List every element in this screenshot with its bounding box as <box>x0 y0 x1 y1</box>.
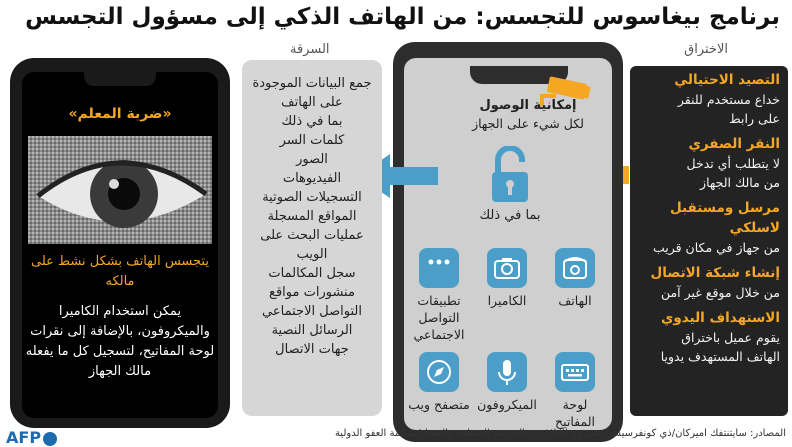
phone-notch <box>84 72 156 86</box>
app-label: تطبيقات التواصل الاجتماعي <box>413 293 465 342</box>
afp-logo-text: AFP <box>6 428 42 447</box>
browser-app-icon <box>419 352 459 392</box>
including-label: بما في ذلك <box>479 208 541 223</box>
theft-item: بما في ذلك <box>281 114 343 129</box>
afp-logo-dot <box>43 432 57 446</box>
app-label: الهاتف <box>558 293 592 308</box>
central-phone <box>393 42 623 442</box>
spy-phone <box>10 58 230 428</box>
page-title: برنامج بيغاسوس للتجسس: من الهاتف الذكي إلى مسؤول التجسس <box>25 4 780 30</box>
phone-screen <box>404 58 612 430</box>
sources-note: المصادر: سايتنتفك أميركان/ذي كونفرسيشن/مشروع الابلاغ عن الجريمة المنظمة والفساد/منظمة العفو الدولية <box>334 428 786 439</box>
infil-desc: من جهاز في مكان قريب <box>652 240 780 255</box>
theft-item: منشورات مواقع التواصل الاجتماعي <box>262 285 362 319</box>
theft-label: السرقة <box>290 42 330 57</box>
afp-logo <box>6 428 57 447</box>
infil-head: مرسل ومستقبل لاسلكي <box>669 200 780 236</box>
microphone-app <box>474 352 540 413</box>
master-stroke-label: «ضربة المعلم» <box>68 106 172 122</box>
phone-app-icon <box>555 248 595 288</box>
infil-desc: على رابط <box>729 111 780 126</box>
infil-head: التصيد الاحتيالي <box>674 72 780 88</box>
infil-item <box>636 263 780 302</box>
infil-desc: لا يتطلب أي تدخل <box>686 156 780 171</box>
theft-item: الفيديوهات <box>282 171 342 186</box>
spy-description: يمكن استخدام الكاميرا والميكروفون، بالإضافة إلى نقرات لوحة المفاتيح، لتسجيل كل ما يفعله مالك الجهاز <box>25 304 215 379</box>
infil-desc: من خلال موقع غير آمن <box>660 285 780 300</box>
infil-head: إنشاء شبكة الاتصال <box>650 265 780 281</box>
keyboard-app <box>542 352 608 430</box>
theft-item: جهات الاتصال <box>275 342 349 357</box>
spy-phone-screen <box>22 72 218 418</box>
access-subtitle: لكل شيء على الجهاز <box>472 116 584 131</box>
microphone-app-icon <box>487 352 527 392</box>
phone-app <box>542 248 608 309</box>
theft-item: جمع البيانات الموجودة على الهاتف <box>252 76 372 110</box>
infil-item <box>636 134 780 192</box>
app-label: متصفح ويب <box>408 397 470 412</box>
theft-item: سجل المكالمات <box>268 266 356 281</box>
social-apps-icon <box>419 248 459 288</box>
browser-app <box>406 352 472 413</box>
infil-desc: خداع مستخدم للنقر <box>677 92 780 107</box>
theft-item: المواقع المسجلة <box>267 209 357 224</box>
social-apps <box>406 248 472 343</box>
camera-app <box>474 248 540 309</box>
keyboard-app-icon <box>555 352 595 392</box>
infil-desc: الهاتف المستهدف يدويا <box>660 349 780 364</box>
access-title: إمكانية الوصول <box>479 98 577 113</box>
infil-item <box>636 70 780 128</box>
app-label: لوحة المفاتيح <box>555 397 595 429</box>
infiltration-panel <box>630 66 788 416</box>
infiltration-label: الاختراق <box>684 42 728 57</box>
theft-item: التسجيلات الصوتية <box>262 190 362 205</box>
infil-item <box>636 198 780 257</box>
theft-item: الصور <box>296 152 328 167</box>
unlocked-padlock-icon <box>488 146 532 204</box>
infil-desc: يقوم عميل باختراق <box>681 330 780 345</box>
camera-app-icon <box>487 248 527 288</box>
infil-desc: من مالك الجهاز <box>700 175 780 190</box>
infil-head: الاستهداف اليدوي <box>661 310 780 326</box>
spy-heading: يتجسس الهاتف بشكل نشط على مالكه <box>31 254 209 289</box>
theft-item: كلمات السر <box>279 133 345 148</box>
theft-item: عمليات البحث على الويب <box>260 228 364 262</box>
eye-image <box>28 136 212 244</box>
theft-item: الرسائل النصية <box>271 323 353 338</box>
infil-head: النقر الصفري <box>688 136 780 152</box>
infil-item <box>636 308 780 366</box>
app-label: الكاميرا <box>487 293 527 308</box>
app-label: الميكروفون <box>477 397 537 412</box>
theft-panel <box>242 60 382 416</box>
